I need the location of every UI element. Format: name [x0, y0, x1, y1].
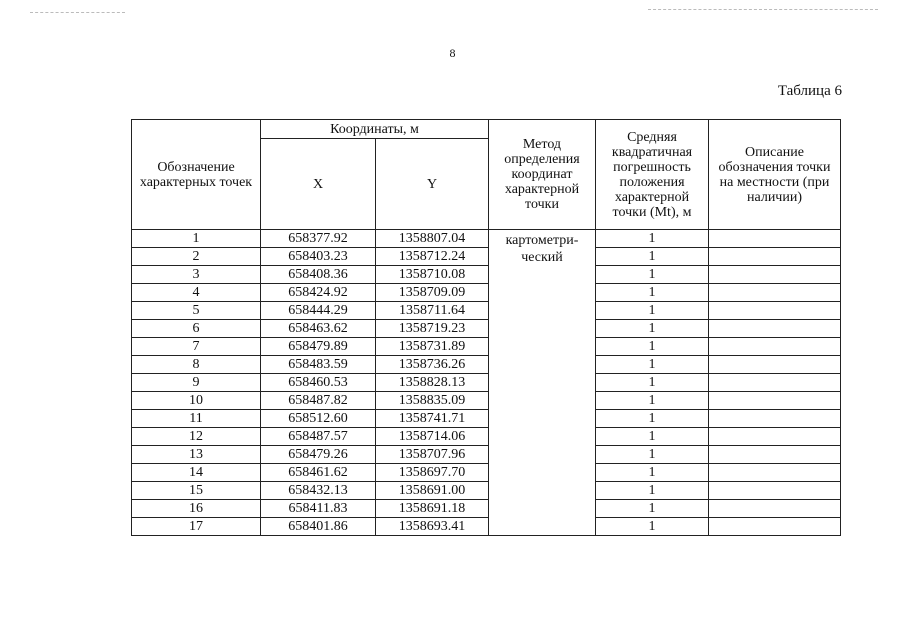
- y-coordinate-cell: 1358828.13: [376, 374, 489, 392]
- point-number-cell: 5: [132, 302, 261, 320]
- x-coordinate-cell: 658460.53: [261, 374, 376, 392]
- description-cell: [709, 248, 841, 266]
- error-cell: 1: [596, 320, 709, 338]
- x-coordinate-cell: 658432.13: [261, 482, 376, 500]
- error-cell: 1: [596, 284, 709, 302]
- header-description: Описание обозначения точки на местности (при наличии): [709, 120, 841, 230]
- point-number-cell: 17: [132, 518, 261, 536]
- table-row: [132, 266, 841, 284]
- table-row: [132, 392, 841, 410]
- x-coordinate-cell: 658377.92: [261, 230, 376, 248]
- table-row: [132, 410, 841, 428]
- description-cell: [709, 266, 841, 284]
- page-number: 8: [449, 46, 456, 60]
- error-cell: 1: [596, 446, 709, 464]
- x-coordinate-cell: 658487.57: [261, 428, 376, 446]
- table-row: [132, 482, 841, 500]
- description-cell: [709, 500, 841, 518]
- description-cell: [709, 338, 841, 356]
- table-body: [132, 230, 841, 536]
- error-cell: 1: [596, 410, 709, 428]
- table-row: [132, 374, 841, 392]
- error-cell: 1: [596, 302, 709, 320]
- x-coordinate-cell: 658479.89: [261, 338, 376, 356]
- header-error: Средняя квадратичная погрешность положения характерной точки (Mt), м: [596, 120, 709, 230]
- table-row: [132, 338, 841, 356]
- y-coordinate-cell: 1358741.71: [376, 410, 489, 428]
- description-cell: [709, 410, 841, 428]
- point-number-cell: 10: [132, 392, 261, 410]
- table-row: [132, 230, 841, 248]
- error-cell: 1: [596, 464, 709, 482]
- error-cell: 1: [596, 248, 709, 266]
- point-number-cell: 12: [132, 428, 261, 446]
- point-number-cell: 6: [132, 320, 261, 338]
- description-cell: [709, 392, 841, 410]
- x-coordinate-cell: 658401.86: [261, 518, 376, 536]
- method-cell: картометри-ческий: [489, 230, 596, 536]
- error-cell: 1: [596, 356, 709, 374]
- y-coordinate-cell: 1358711.64: [376, 302, 489, 320]
- point-number-cell: 3: [132, 266, 261, 284]
- point-number-cell: 16: [132, 500, 261, 518]
- error-cell: 1: [596, 482, 709, 500]
- table-row: [132, 356, 841, 374]
- table-row: [132, 248, 841, 266]
- table-row: [132, 302, 841, 320]
- y-coordinate-cell: 1358709.09: [376, 284, 489, 302]
- header-method: Метод определения координат характерной точки: [489, 120, 596, 230]
- description-cell: [709, 230, 841, 248]
- y-coordinate-cell: 1358697.70: [376, 464, 489, 482]
- x-coordinate-cell: 658403.23: [261, 248, 376, 266]
- point-number-cell: 2: [132, 248, 261, 266]
- point-number-cell: 11: [132, 410, 261, 428]
- coordinates-table: [131, 119, 841, 536]
- y-coordinate-cell: 1358807.04: [376, 230, 489, 248]
- error-cell: 1: [596, 392, 709, 410]
- scan-artifact-top-right: [648, 9, 878, 10]
- table-row: [132, 320, 841, 338]
- x-coordinate-cell: 658479.26: [261, 446, 376, 464]
- header-point-designation: Обозначение характерных точек: [132, 120, 261, 230]
- description-cell: [709, 428, 841, 446]
- scan-artifact-top-left: [30, 12, 125, 13]
- table-row: [132, 464, 841, 482]
- x-coordinate-cell: 658408.36: [261, 266, 376, 284]
- description-cell: [709, 518, 841, 536]
- y-coordinate-cell: 1358691.18: [376, 500, 489, 518]
- description-cell: [709, 464, 841, 482]
- error-cell: 1: [596, 266, 709, 284]
- error-cell: 1: [596, 374, 709, 392]
- y-coordinate-cell: 1358712.24: [376, 248, 489, 266]
- description-cell: [709, 302, 841, 320]
- y-coordinate-cell: 1358693.41: [376, 518, 489, 536]
- y-coordinate-cell: 1358731.89: [376, 338, 489, 356]
- header-coordinates: Координаты, м: [261, 120, 489, 139]
- table-row: [132, 446, 841, 464]
- y-coordinate-cell: 1358714.06: [376, 428, 489, 446]
- description-cell: [709, 446, 841, 464]
- x-coordinate-cell: 658487.82: [261, 392, 376, 410]
- y-coordinate-cell: 1358719.23: [376, 320, 489, 338]
- description-cell: [709, 284, 841, 302]
- point-number-cell: 13: [132, 446, 261, 464]
- point-number-cell: 8: [132, 356, 261, 374]
- x-coordinate-cell: 658461.62: [261, 464, 376, 482]
- x-coordinate-cell: 658424.92: [261, 284, 376, 302]
- error-cell: 1: [596, 518, 709, 536]
- error-cell: 1: [596, 338, 709, 356]
- table-caption: Таблица 6: [777, 83, 842, 99]
- description-cell: [709, 482, 841, 500]
- table-row: [132, 500, 841, 518]
- description-cell: [709, 374, 841, 392]
- description-cell: [709, 356, 841, 374]
- y-coordinate-cell: 1358691.00: [376, 482, 489, 500]
- point-number-cell: 9: [132, 374, 261, 392]
- y-coordinate-cell: 1358707.96: [376, 446, 489, 464]
- point-number-cell: 15: [132, 482, 261, 500]
- x-coordinate-cell: 658483.59: [261, 356, 376, 374]
- x-coordinate-cell: 658463.62: [261, 320, 376, 338]
- error-cell: 1: [596, 500, 709, 518]
- y-coordinate-cell: 1358835.09: [376, 392, 489, 410]
- header-y: Y: [376, 139, 489, 230]
- x-coordinate-cell: 658411.83: [261, 500, 376, 518]
- description-cell: [709, 320, 841, 338]
- x-coordinate-cell: 658512.60: [261, 410, 376, 428]
- point-number-cell: 1: [132, 230, 261, 248]
- table-row: [132, 428, 841, 446]
- header-x: X: [261, 139, 376, 230]
- error-cell: 1: [596, 428, 709, 446]
- y-coordinate-cell: 1358736.26: [376, 356, 489, 374]
- error-cell: 1: [596, 230, 709, 248]
- point-number-cell: 7: [132, 338, 261, 356]
- y-coordinate-cell: 1358710.08: [376, 266, 489, 284]
- table-row: [132, 518, 841, 536]
- table-row: [132, 284, 841, 302]
- x-coordinate-cell: 658444.29: [261, 302, 376, 320]
- point-number-cell: 4: [132, 284, 261, 302]
- point-number-cell: 14: [132, 464, 261, 482]
